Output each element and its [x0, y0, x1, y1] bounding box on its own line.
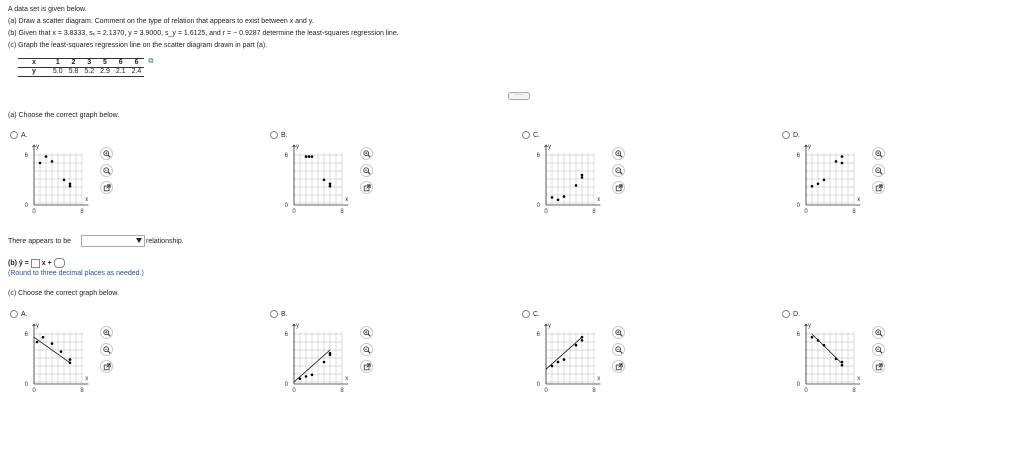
data-point: [329, 183, 332, 186]
origin-x-label: 0: [292, 388, 296, 394]
table-header-cell: 1: [50, 59, 66, 68]
data-point: [581, 174, 584, 177]
data-point: [305, 375, 308, 378]
data-point: [563, 358, 566, 361]
y-tick-label: 6: [536, 153, 540, 159]
data-point: [811, 185, 814, 188]
zoom-in-icon[interactable]: [872, 147, 885, 160]
zoom-out-icon[interactable]: [872, 343, 885, 356]
y-axis-label: y: [296, 323, 299, 329]
data-point: [69, 183, 72, 186]
option-label: B.: [281, 131, 288, 139]
intercept-input[interactable]: [54, 258, 65, 268]
table-header-cell: 3: [81, 59, 97, 68]
data-point: [563, 195, 566, 198]
x-axis-label: x: [597, 197, 601, 203]
expand-icon[interactable]: [872, 181, 885, 194]
expand-icon[interactable]: [360, 360, 373, 373]
relationship-after: relationship.: [146, 238, 184, 245]
data-point: [841, 155, 844, 158]
data-point: [817, 339, 820, 342]
expand-icon[interactable]: [872, 360, 885, 373]
data-point: [69, 362, 72, 365]
zoom-out-icon[interactable]: [612, 164, 625, 177]
x-tick-label: 8: [592, 388, 596, 394]
regression-line: [812, 334, 842, 364]
data-table-wrap: [18, 58, 153, 77]
section-a-prompt: (a) Choose the correct graph below.: [8, 112, 120, 119]
problem-part-c: (c) Graph the least-squares regression line on the scatter diagram drawn in part (a).: [8, 42, 268, 49]
data-point: [823, 179, 826, 182]
table-header-label: x: [18, 59, 50, 68]
x-axis-label: x: [345, 197, 349, 203]
origin-y-label: 0: [284, 203, 288, 209]
x-tick-label: 8: [852, 388, 856, 394]
relationship-before: There appears to be: [8, 238, 72, 245]
x-axis-label: x: [85, 376, 89, 382]
y-axis-label: y: [808, 323, 811, 329]
option-label: A.: [21, 310, 28, 318]
relationship-select[interactable]: [81, 235, 145, 247]
origin-y-label: 0: [284, 382, 288, 388]
option-label: C.: [533, 131, 540, 139]
scatter-graph: [284, 141, 362, 215]
data-point: [551, 196, 554, 199]
table-cell: 5.8: [66, 68, 82, 77]
table-cell: 5.2: [81, 68, 97, 77]
table-cell: 2.9: [97, 68, 113, 77]
data-point: [51, 342, 54, 345]
data-point: [841, 162, 844, 165]
data-point: [311, 155, 314, 158]
zoom-in-icon[interactable]: [360, 326, 373, 339]
problem-part-b: (b) Given that x = 3.8333, sₓ = 2.1370, y = 3.9000, s_y = 1.6125, and r = − 0.9287 determine the least-squares regression line.: [8, 30, 399, 37]
table-row-label: y: [18, 68, 50, 77]
option-label: B.: [281, 310, 288, 318]
scatter-graph: [24, 320, 102, 394]
expand-icon[interactable]: [100, 360, 113, 373]
origin-x-label: 0: [804, 388, 808, 394]
option-c[interactable]: [522, 131, 540, 139]
y-axis-label: y: [36, 323, 39, 329]
x-tick-label: 8: [340, 388, 344, 394]
scatter-graph: [24, 141, 102, 215]
data-point: [329, 185, 332, 188]
y-tick-label: 6: [24, 153, 28, 159]
copy-icon[interactable]: ⧉: [148, 58, 154, 65]
data-point: [69, 185, 72, 188]
x-axis-label: x: [345, 376, 349, 382]
x-tick-label: 8: [852, 209, 856, 215]
zoom-in-icon[interactable]: [872, 326, 885, 339]
data-point: [835, 160, 838, 163]
origin-y-label: 0: [536, 382, 540, 388]
option-a[interactable]: [10, 131, 28, 139]
x-axis-label: x: [857, 197, 861, 203]
origin-x-label: 0: [32, 209, 36, 215]
origin-y-label: 0: [24, 203, 28, 209]
y-tick-label: 6: [284, 332, 288, 338]
x-tick-label: 8: [592, 209, 596, 215]
scatter-graph: [536, 141, 614, 215]
table-header-cell: 6: [129, 59, 145, 68]
data-point: [823, 344, 826, 347]
y-axis-label: y: [36, 144, 39, 150]
origin-x-label: 0: [292, 209, 296, 215]
zoom-in-icon[interactable]: [612, 147, 625, 160]
origin-x-label: 0: [544, 209, 548, 215]
zoom-out-icon[interactable]: [100, 343, 113, 356]
table-header-cell: 6: [113, 59, 129, 68]
x-tick-label: 8: [340, 209, 344, 215]
section-b-label: (b): [8, 259, 17, 267]
x-axis-label: x: [597, 376, 601, 382]
table-header-cell: 2: [66, 59, 82, 68]
zoom-in-icon[interactable]: [612, 326, 625, 339]
scatter-graph: [536, 320, 614, 394]
data-point: [581, 339, 584, 342]
table-cell: 2.4: [129, 68, 145, 77]
option-label: C.: [533, 310, 540, 318]
radio-button[interactable]: [522, 310, 530, 318]
data-point: [323, 361, 326, 364]
problem-part-a: (a) Draw a scatter diagram. Comment on the type of relation that appears to exist between x and y.: [8, 18, 314, 25]
data-point: [42, 336, 45, 339]
data-point: [45, 155, 48, 158]
section-b-equation: [8, 258, 65, 268]
data-table: [18, 58, 144, 77]
origin-x-label: 0: [804, 209, 808, 215]
y-tick-label: 6: [796, 153, 800, 159]
zoom-in-icon[interactable]: [100, 147, 113, 160]
data-point: [835, 358, 838, 361]
x-axis-label: x: [85, 197, 89, 203]
y-tick-label: 6: [284, 153, 288, 159]
x-plus-label: x +: [41, 259, 52, 267]
option-label: A.: [21, 131, 28, 139]
data-point: [557, 361, 560, 364]
x-axis-label: x: [857, 376, 861, 382]
origin-x-label: 0: [544, 388, 548, 394]
yhat-label: ŷ =: [18, 259, 29, 267]
option-b[interactable]: [270, 131, 288, 139]
slope-input[interactable]: [31, 259, 40, 268]
table-header-cell: 5: [97, 59, 113, 68]
data-point: [308, 155, 311, 158]
data-point: [51, 160, 54, 163]
data-point: [581, 336, 584, 339]
data-point: [811, 336, 814, 339]
data-point: [63, 179, 66, 182]
data-point: [575, 344, 578, 347]
data-point: [581, 176, 584, 179]
data-point: [305, 155, 308, 158]
data-point: [299, 378, 302, 381]
expand-icon[interactable]: [100, 181, 113, 194]
radio-button[interactable]: [10, 131, 18, 139]
scatter-graph: [284, 320, 362, 394]
y-axis-label: y: [548, 323, 551, 329]
option-d[interactable]: [782, 310, 800, 318]
zoom-in-icon[interactable]: [100, 326, 113, 339]
data-point: [60, 350, 63, 353]
expand-icon[interactable]: [360, 181, 373, 194]
zoom-in-icon[interactable]: [360, 147, 373, 160]
zoom-out-icon[interactable]: [360, 164, 373, 177]
y-tick-label: 6: [796, 332, 800, 338]
y-tick-label: 6: [24, 332, 28, 338]
expand-dots-button[interactable]: ·····: [508, 92, 530, 100]
radio-button[interactable]: [270, 310, 278, 318]
radio-button[interactable]: [782, 310, 790, 318]
option-b[interactable]: [270, 310, 288, 318]
problem-intro: A data set is given below.: [8, 6, 87, 13]
expand-icon[interactable]: [612, 360, 625, 373]
data-point: [69, 358, 72, 361]
y-axis-label: y: [808, 144, 811, 150]
option-d[interactable]: [782, 131, 800, 139]
expand-icon[interactable]: [612, 181, 625, 194]
scatter-graph: [796, 320, 874, 394]
radio-button[interactable]: [270, 131, 278, 139]
table-cell: 5.0: [50, 68, 66, 77]
option-label: D.: [793, 310, 800, 318]
option-a[interactable]: [10, 310, 28, 318]
data-point: [575, 184, 578, 187]
origin-x-label: 0: [32, 388, 36, 394]
x-tick-label: 8: [80, 388, 84, 394]
radio-button[interactable]: [10, 310, 18, 318]
data-point: [329, 354, 332, 357]
zoom-out-icon[interactable]: [360, 343, 373, 356]
data-point: [557, 199, 560, 202]
zoom-out-icon[interactable]: [872, 164, 885, 177]
y-axis-label: y: [296, 144, 299, 150]
data-point: [323, 179, 326, 182]
x-tick-label: 8: [80, 209, 84, 215]
chevron-down-icon: [136, 238, 142, 243]
zoom-out-icon[interactable]: [100, 164, 113, 177]
table-cell: 2.1: [113, 68, 129, 77]
origin-y-label: 0: [24, 382, 28, 388]
origin-y-label: 0: [796, 203, 800, 209]
data-point: [39, 162, 42, 165]
radio-button[interactable]: [522, 131, 530, 139]
data-point: [551, 365, 554, 368]
data-point: [817, 183, 820, 186]
data-point: [841, 361, 844, 364]
option-c[interactable]: [522, 310, 540, 318]
zoom-out-icon[interactable]: [612, 343, 625, 356]
radio-button[interactable]: [782, 131, 790, 139]
data-point: [841, 364, 844, 367]
data-point: [36, 341, 39, 344]
option-label: D.: [793, 131, 800, 139]
origin-y-label: 0: [796, 382, 800, 388]
y-tick-label: 6: [536, 332, 540, 338]
scatter-graph: [796, 141, 874, 215]
data-point: [311, 374, 314, 377]
round-note: (Round to three decimal places as needed.): [8, 270, 144, 277]
origin-y-label: 0: [536, 203, 540, 209]
section-c-prompt: (c) Choose the correct graph below.: [8, 290, 119, 297]
y-axis-label: y: [548, 144, 551, 150]
